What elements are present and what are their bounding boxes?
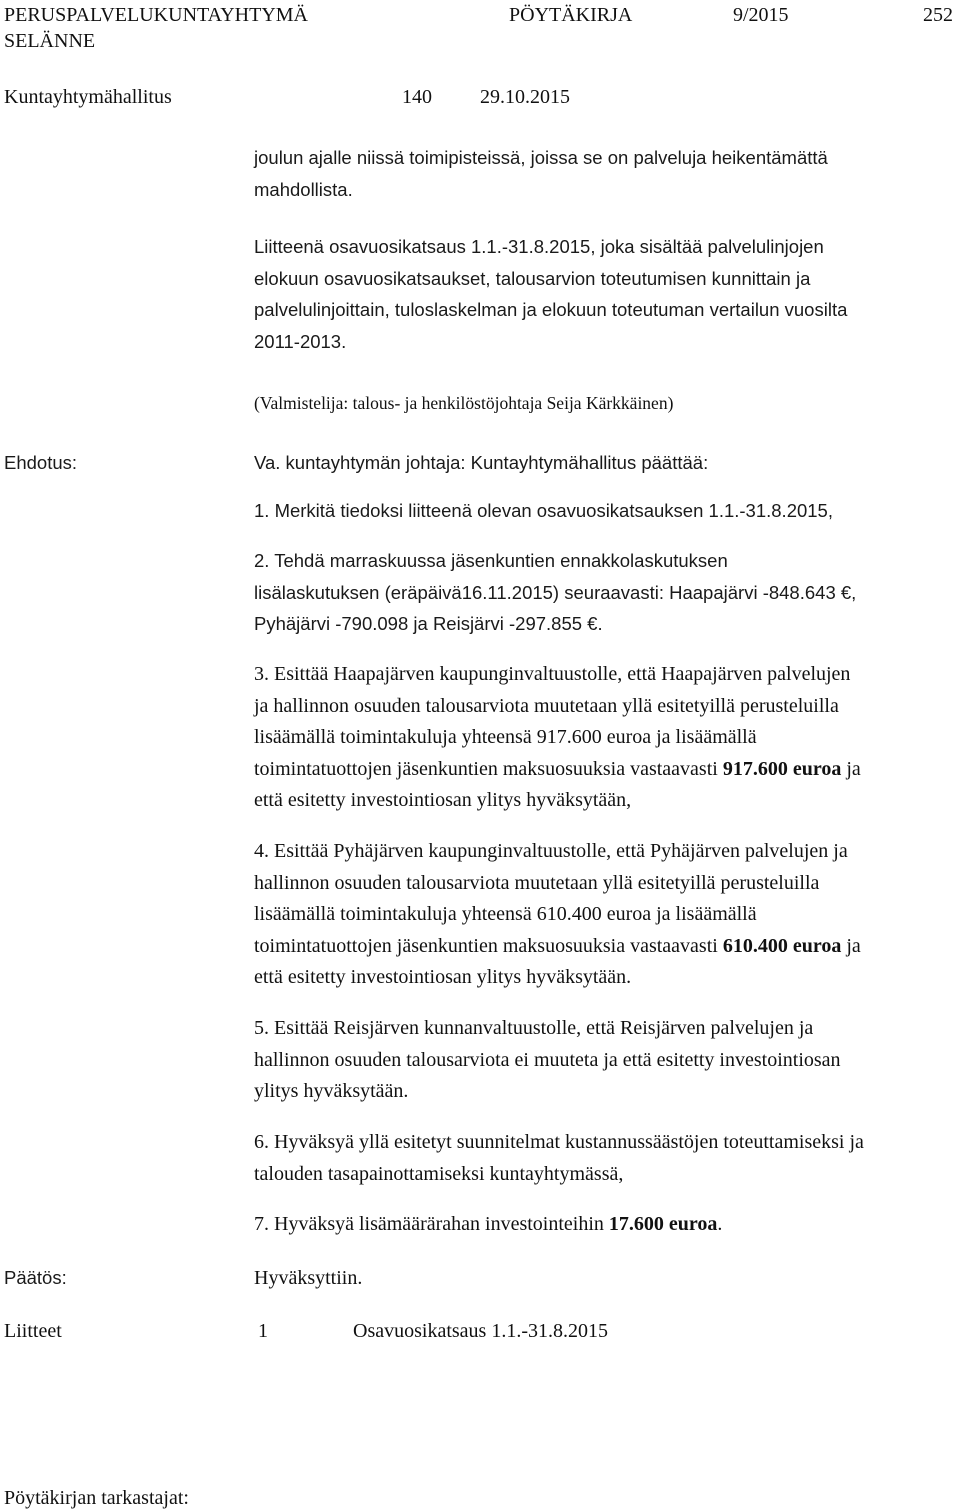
reviewers-label: Pöytäkirjan tarkastajat: [4,1487,189,1509]
text-line: talouden tasapainottamiseksi kuntayhtymässä, [254,1162,624,1185]
organization-name-line2: SELÄNNE [4,30,96,52]
text-fragment: toimintatuottojen jäsenkuntien maksuosuuksia vastaavasti [254,757,723,780]
proposal-item-4 [254,836,960,994]
meeting-date: 29.10.2015 [480,86,570,108]
intro-paragraph-1 [254,142,954,205]
proposal-item-3 [254,659,960,817]
decision-label: Päätös: [4,1267,67,1288]
section-marker-icon [261,91,281,102]
proposal-item-2 [254,545,954,640]
text-fragment: . [717,1213,723,1235]
text-line: lisäämällä toimintakuluja yhteensä 917.600 euroa ja lisäämällä [254,726,757,748]
text-line: 6. Hyväksyä yllä esitetyt suunnitelmat kustannussäästöjen toteuttamiseksi ja [254,1131,864,1153]
text-line: lisälaskutuksen (eräpäivä16.11.2015) seuraavasti: Haapajärvi -848.643 €, [254,581,857,603]
decision-text: Hyväksyttiin. [254,1267,363,1289]
text-line: Liitteenä osavuosikatsaus 1.1.-31.8.2015, joka sisältää palvelulinjojen [254,236,824,257]
text-fragment: 7. Hyväksyä lisämäärärahan investointeihin [254,1213,609,1235]
page-number: 252 [923,4,953,26]
preparer-note: (Valmistelija: talous- ja henkilöstöjohtaja Seija Kärkkäinen) [254,393,674,413]
intro-paragraph-2 [254,231,954,357]
text-line [254,754,960,786]
text-line [254,1209,960,1241]
text-line: elokuun osavuosikatsaukset, talousarvion toteutumisen kunnittain ja [254,267,811,289]
amount-highlight: 917.600 euroa [722,757,842,780]
governing-body: Kuntayhtymähallitus [4,86,172,108]
text-line: hallinnon osuuden talousarviota muutetaan yllä esitetyillä perusteluilla [254,871,820,894]
attachments-label: Liitteet [4,1320,62,1342]
text-line [254,931,960,963]
section-number-box [261,84,432,110]
proposal-item-7 [254,1209,960,1241]
text-fragment: toimintatuottojen jäsenkuntien maksuosuuksia vastaavasti [254,934,723,957]
proposal-item-5 [254,1013,960,1108]
text-line: että esitetty investointiosan ylitys hyväksytään. [254,966,632,988]
text-line: joulun ajalle niissä toimipisteissä, joissa se on palveluja heikentämättä [254,147,828,168]
text-line: lisäämällä toimintakuluja yhteensä 610.400 euroa ja lisäämällä [254,903,757,925]
text-line: 5. Esittää Reisjärven kunnanvaltuustolle, että Reisjärven palvelujen ja [254,1017,814,1039]
text-line: hallinnon osuuden talousarviota ei muuteta ja että esitetty investointiosan [254,1048,841,1071]
proposal-label: Ehdotus: [4,452,78,473]
document-number: 9/2015 [733,4,789,26]
amount-highlight: 610.400 euroa [722,934,842,957]
attachment-link[interactable]: Osavuosikatsaus 1.1.-31.8.2015 [353,1320,608,1342]
text-line: 4. Esittää Pyhäjärven kaupunginvaltuustolle, että Pyhäjärven palvelujen ja [254,840,848,862]
proposal-item-1: 1. Merkitä tiedoksi liitteenä olevan osavuosikatsauksen 1.1.-31.8.2015, [254,500,833,521]
document-type: PÖYTÄKIRJA [509,4,633,26]
text-fragment: ja [841,757,861,780]
text-fragment: ja [841,934,861,957]
text-line: mahdollista. [254,178,353,200]
section-number: 140 [402,86,432,108]
text-line: Pyhäjärvi -790.098 ja Reisjärvi -297.855 €. [254,613,603,634]
organization-name [4,2,308,28]
proposal-item-6 [254,1127,960,1190]
text-line: 3. Esittää Haapajärven kaupunginvaltuustolle, että Haapajärven palvelujen [254,663,851,685]
text-line: 2011-2013. [254,330,347,352]
text-line: ja hallinnon osuuden talousarviota muutetaan yllä esitetyillä perusteluilla [254,694,839,717]
proposal-heading: Va. kuntayhtymän johtaja: Kuntayhtymähallitus päättää: [254,452,709,473]
text-line: että esitetty investointiosan ylitys hyväksytään, [254,789,632,811]
text-line: ylitys hyväksytään. [254,1080,409,1102]
text-line: palvelulinjoittain, tuloslaskelman ja elokuun toteutuman vertailun vuosilta [254,299,848,320]
attachment-number: 1 [258,1320,268,1342]
organization-name-line1: PERUSPALVELUKUNTAYHTYMÄ [4,4,309,26]
text-line: 2. Tehdä marraskuussa jäsenkuntien ennakkolaskutuksen [254,550,728,571]
amount-highlight: 17.600 euroa [608,1213,718,1235]
